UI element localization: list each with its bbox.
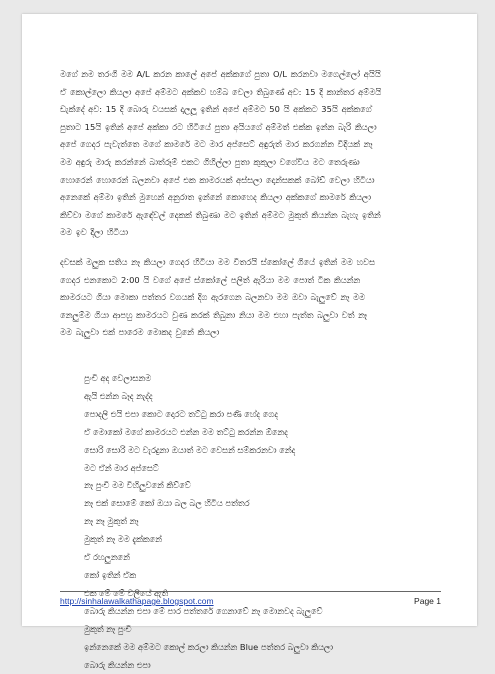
dialogue-line: බොරු කියන්න එපා [84, 657, 414, 674]
paragraph-1 [60, 66, 438, 242]
paragraph-line: මම ඉව දිලා හිටියා [60, 224, 438, 242]
dialogue-line: සොරි සොරි මට වැරදුනා ඔයාත් මට වෙසන් සම්කරනවා නේද [84, 442, 414, 460]
footer-divider [60, 591, 441, 592]
paragraph-line: ඩැක්දේ අව: 15 දි බොරු වයසක් දාලලූ ඉතින් අපේ අම්මට 50 යි අක්කට 35යි අක්කගේ [60, 101, 438, 119]
dialogue-line: මුකුත් නෑ මම දැක්කනේ [84, 531, 414, 549]
document-page [22, 14, 477, 626]
paragraph-line: මම බැලුවා එක් පාරෙම මොකද වුනේ කියලා [60, 324, 438, 342]
dialogue-line: පොදලි එයි එපා කොට දොරට තට්ටු කරා පණි හේද ගෙද [84, 406, 414, 424]
dialogue-line: ඇයි එන්න බෑද නැද්ද [84, 388, 414, 406]
footer-blog-link[interactable]: http://sinhalawalkathapage.blogspot.com [60, 596, 214, 606]
paragraph-line: අපේ ගෙදර පැවැත්තෙ මගේ කාමරේ මට මාර අප්සෙට් අඳුරුත් මාර කරගන්න විදියක් නෑ [60, 136, 438, 154]
dialogue-line: නෑ නෑ මුකුත් නෑ [84, 513, 414, 531]
paragraph-2 [60, 254, 438, 342]
dialogue-line: පුංචි අද වෙලාසනම [84, 370, 414, 388]
paragraph-line: ඒ කොල්ලො කියලා අපේ අම්මට අක්කව හම්බ වෙලා තිබුණේ අව: 15 දි කාන්තර අම්මයි [60, 84, 438, 102]
paragraph-line: මම අඳුරු මාරු කරන්නේ බාත්රූම් එකට ගිහිල්ලා පුතා කුකුලා වගේවිය මට තෙරුණා [60, 154, 438, 172]
paragraph-line: ගෙදර එනකොට 2:00 යි වගේ අපේ ස්කෝලේ පලිත් ඇරියා මම පොත් ටික කියන්න [60, 272, 438, 290]
paragraph-line: නෙලුම්ම ගියා ආපහු කාමරයට වුණ කරක් තිබුනා නියා මම එහා පැත්ත බලුවා වත් නෑ [60, 307, 438, 325]
paragraph-line: පුතාට 15යි ඉතින් අපේ අක්කා රට හිටියේ පුතා අයියගේ අම්මත් එක්ක ඉන්න බැරි කියලා [60, 119, 438, 137]
dialogue-line: ඒ මොකෝ මගේ කාමරයට එන්න මම තට්ටු කරන්න ඕනෙද [84, 424, 414, 442]
dialogue-line: එක මේ මේ වලියේ ඇති [84, 585, 414, 603]
paragraph-line: අනෙකේ අම්මා ඉතින් මුහෙන් අනුරාත ඉන්නේ කොහෙද කියලා අක්කගේ කාමරේ කියලා [60, 189, 438, 207]
paragraph-line: කිව්වා මගේ කාමරේ ඇඳේවල් දෙකක් තිබුණා මට ඉතින් අම්මට මුකුත් කියන්න බැහැ ඉතින් [60, 207, 438, 225]
dialogue-line: මට ඒන් මාර අප්සෙට් [84, 460, 414, 478]
dialogue-block [84, 370, 414, 674]
paragraph-line: දවසක් මලුක සතිය නෑ කියලා ගෙදර හිටියා මම වීතරයි ස්කෝලේ ගියේ ඉතින් මම හවස [60, 254, 438, 272]
dialogue-line: ඉන්නෙකේ මම අම්මට කොල් කරලා කියන්න Blue පත්තර බලුවා කියලා [84, 639, 414, 657]
paragraph-line: මගේ නම තරංගි මම A/L කරන කාලේ අපේ අක්කගේ පුතා O/L කරනවා මගෙල්ලෝ අයියි [60, 66, 438, 84]
page-number: Page 1 [414, 596, 441, 606]
dialogue-line: මුකුත් නෑ පුංචි [84, 621, 414, 639]
dialogue-line: කෝ ඉතින් ඒක [84, 567, 414, 585]
paragraph-line: කාමරයට ගියා මොකා පත්තර වගයක් දිග ඇරගෙන බලනවා මම ඔවා බැලුවේ නෑ මම [60, 289, 438, 307]
dialogue-line: නෑ පුංචි මම විහිලුවනේ කිව්වේ [84, 477, 414, 495]
dialogue-line: බොරු කියන්න එපා මේ පාර පත්තරේ ගෙනාවේ නෑ මොනවද බැලුවේ [84, 603, 414, 621]
dialogue-line: නෑ එක් සොමේ කෝ ඔයා බල බල හිටිය පත්තර [84, 495, 414, 513]
dialogue-line: ඒ රහලුනනේ [84, 549, 414, 567]
paragraph-line: හොරෙන් හොරෙන් බලනවා අපේ එක කාමරයක් අස්සලා දොන්සකක් බෝඩ් වෙලා හිටියා [60, 172, 438, 190]
